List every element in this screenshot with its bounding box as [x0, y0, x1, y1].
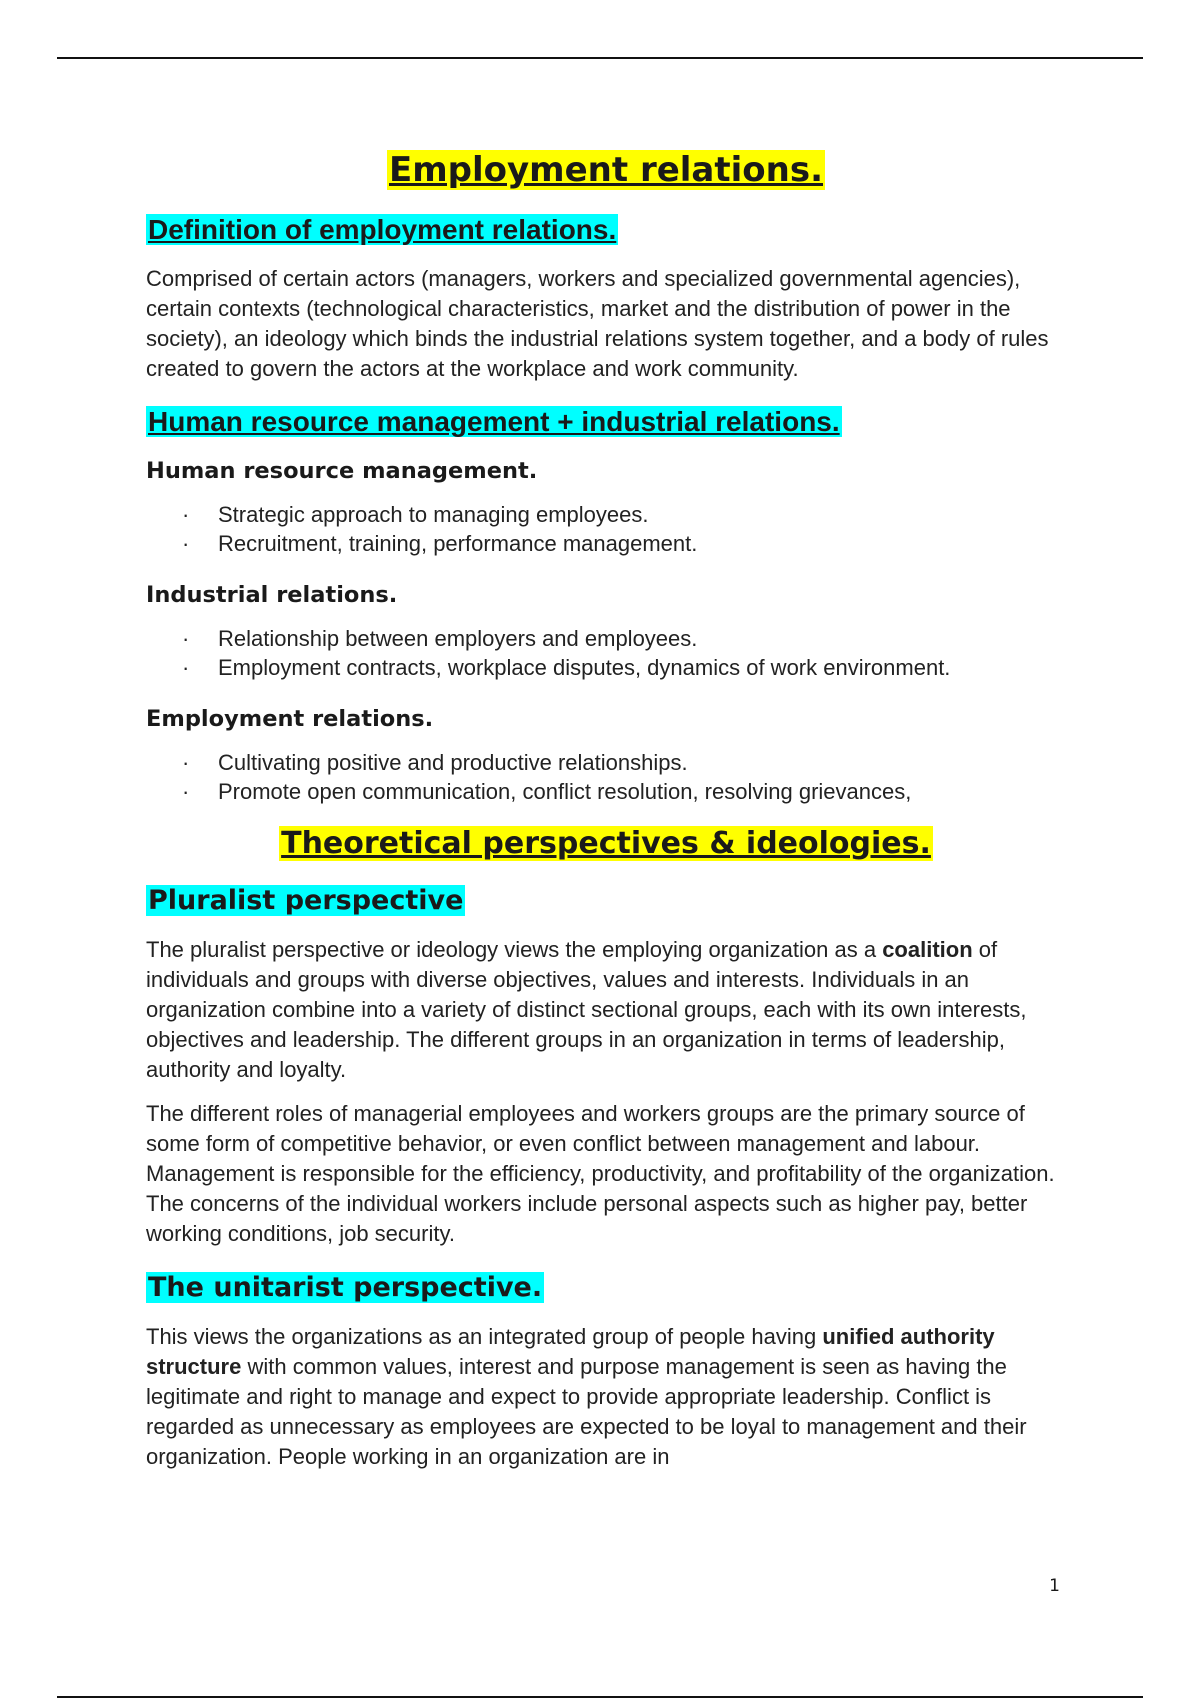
heading-pluralist	[146, 882, 1066, 919]
list-item: · Strategic approach to managing employees.	[146, 500, 1066, 529]
unitarist-p1-text-rest: with common values, interest and purpose management is seen as having the legitimate and right to manage and expect to provide appropriate leadership. Conflict is regarded as unnecessary as employees are expected to be loyal to management and their organization. People working in an organization are in	[146, 1354, 1027, 1469]
heading-hrm-ir-text: Human resource management + industrial relations.	[148, 406, 840, 437]
subheading-hrm: Human resource management.	[146, 458, 538, 484]
page-number: 1	[1049, 1576, 1060, 1596]
pluralist-p1-bold: coalition	[882, 937, 973, 962]
unitarist-p1-text: This views the organizations as an integrated group of people having	[146, 1324, 823, 1349]
list-item: · Relationship between employers and employees.	[146, 624, 1066, 653]
heading-definition	[146, 212, 1066, 248]
list-industrial-relations	[146, 624, 1066, 682]
header-rule	[57, 57, 1143, 59]
subheading-employment-relations: Employment relations.	[146, 706, 434, 732]
pluralist-p1-text: The pluralist perspective or ideology views the employing organization as a	[146, 937, 883, 962]
heading-theoretical-text: Theoretical perspectives & ideologies.	[281, 826, 931, 861]
heading-hrm-ir	[146, 404, 1066, 440]
unitarist-paragraph	[146, 1322, 1066, 1472]
list-item: · Cultivating positive and productive relationships.	[146, 748, 1066, 777]
unitarist-p1-bold: unified authority structure	[146, 1324, 995, 1379]
heading-unitarist-text: The unitarist perspective.	[148, 1272, 543, 1303]
document-title-text: Employment relations.	[389, 150, 823, 190]
footer-rule	[57, 1696, 1143, 1698]
heading-unitarist	[146, 1269, 1066, 1306]
list-item: · Promote open communication, conflict resolution, resolving grievances,	[146, 777, 1066, 806]
heading-pluralist-text: Pluralist perspective	[148, 885, 464, 916]
heading-definition-text: Definition of employment relations.	[148, 214, 617, 245]
heading-theoretical	[146, 824, 1066, 864]
list-hrm	[146, 500, 1066, 558]
pluralist-paragraph-1	[146, 935, 1066, 1085]
list-item: · Recruitment, training, performance management.	[146, 529, 1066, 558]
list-item: · Employment contracts, workplace disputes, dynamics of work environment.	[146, 653, 1066, 682]
pluralist-paragraph-2: The different roles of managerial employees and workers groups are the primary source of some form of competitive behavior, or even conflict between management and labour. Management is responsible for the efficiency, productivity, and profitability of the organization. The concerns of the individual workers include personal aspects such as higher pay, better working conditions, job security.	[146, 1101, 1055, 1246]
subheading-industrial-relations: Industrial relations.	[146, 582, 398, 608]
document-title	[146, 148, 1066, 192]
definition-paragraph: Comprised of certain actors (managers, workers and specialized governmental agencies), certain contexts (technological characteristics, market and the distribution of power in the society), an ideology which binds the industrial relations system together, and a body of rules created to govern the actors at the workplace and work community.	[146, 266, 1049, 381]
list-employment-relations	[146, 748, 1066, 806]
page-content	[146, 148, 1066, 1486]
pluralist-p1-text-rest: of individuals and groups with diverse objectives, values and interests. Individuals in an organization combine into a variety of distinct sectional groups, each with its own interests, objectives and leadership. The different groups in an organization in terms of leadership, authority and loyalty.	[146, 937, 1027, 1082]
